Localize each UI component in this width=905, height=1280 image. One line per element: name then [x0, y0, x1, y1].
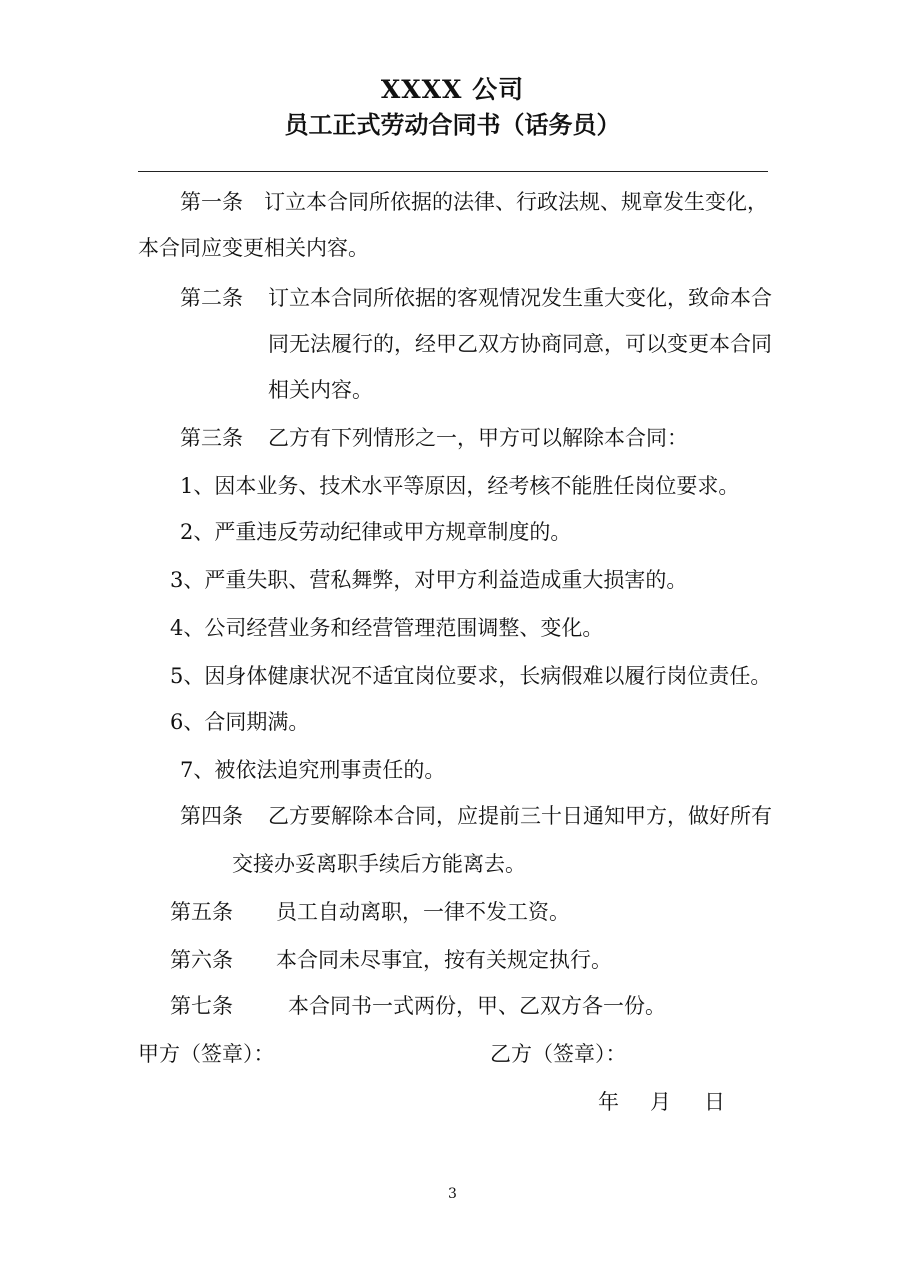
list-item: 2、严重违反劳动纪律或甲方规章制度的。: [180, 520, 572, 544]
article-3-label: 第三条: [180, 426, 243, 450]
date-day-label: 日: [704, 1090, 725, 1114]
article-7-label: 第七条: [170, 994, 233, 1018]
list-item: 7、被依法追究刑事责任的。: [180, 758, 446, 782]
list-item: 5、因身体健康状况不适宜岗位要求，长病假难以履行岗位责任。: [170, 664, 772, 688]
list-item: 6、合同期满。: [170, 710, 310, 734]
party-b-signature-label: 乙方（签章）：: [490, 1042, 627, 1066]
article-5-label: 第五条: [170, 900, 233, 924]
article-4-label: 第四条: [180, 804, 243, 828]
list-item: 3、严重失职、营私舞弊，对甲方利益造成重大损害的。: [170, 568, 688, 592]
article-1-line-2: 本合同应变更相关内容。: [138, 236, 369, 260]
company-title: XXXX 公司: [380, 75, 525, 104]
date-year-label: 年: [598, 1090, 619, 1114]
article-2-line-2: 同无法履行的，经甲乙双方协商同意，可以变更本合同: [268, 332, 772, 356]
article-1-label: 第一条: [180, 190, 243, 214]
article-1-line-1: 订立本合同所依据的法律、行政法规、规章发生变化，: [264, 190, 768, 214]
article-2-line-1: 订立本合同所依据的客观情况发生重大变化，致命本合: [268, 286, 772, 310]
article-7-text: 本合同书一式两份，甲、乙双方各一份。: [288, 994, 666, 1018]
contract-title: 员工正式劳动合同书（话务员）: [284, 110, 621, 139]
date-month-label: 月: [650, 1090, 671, 1114]
article-6-label: 第六条: [170, 948, 233, 972]
list-item: 4、公司经营业务和经营管理范围调整、变化。: [170, 616, 604, 640]
page-number: 3: [448, 1186, 457, 1202]
article-3-line-1: 乙方有下列情形之一，甲方可以解除本合同：: [268, 426, 688, 450]
article-5-text: 员工自动离职，一律不发工资。: [276, 900, 570, 924]
list-item: 1、因本业务、技术水平等原因，经考核不能胜任岗位要求。: [180, 474, 740, 498]
article-6-text: 本合同未尽事宜，按有关规定执行。: [276, 948, 612, 972]
article-4-line-1: 乙方要解除本合同，应提前三十日通知甲方，做好所有: [268, 804, 772, 828]
header-divider: [138, 171, 768, 172]
party-a-signature-label: 甲方（签章）：: [138, 1042, 275, 1066]
article-4-line-2: 交接办妥离职手续后方能离去。: [232, 852, 526, 876]
article-2-label: 第二条: [180, 286, 243, 310]
article-2-line-3: 相关内容。: [268, 378, 373, 402]
